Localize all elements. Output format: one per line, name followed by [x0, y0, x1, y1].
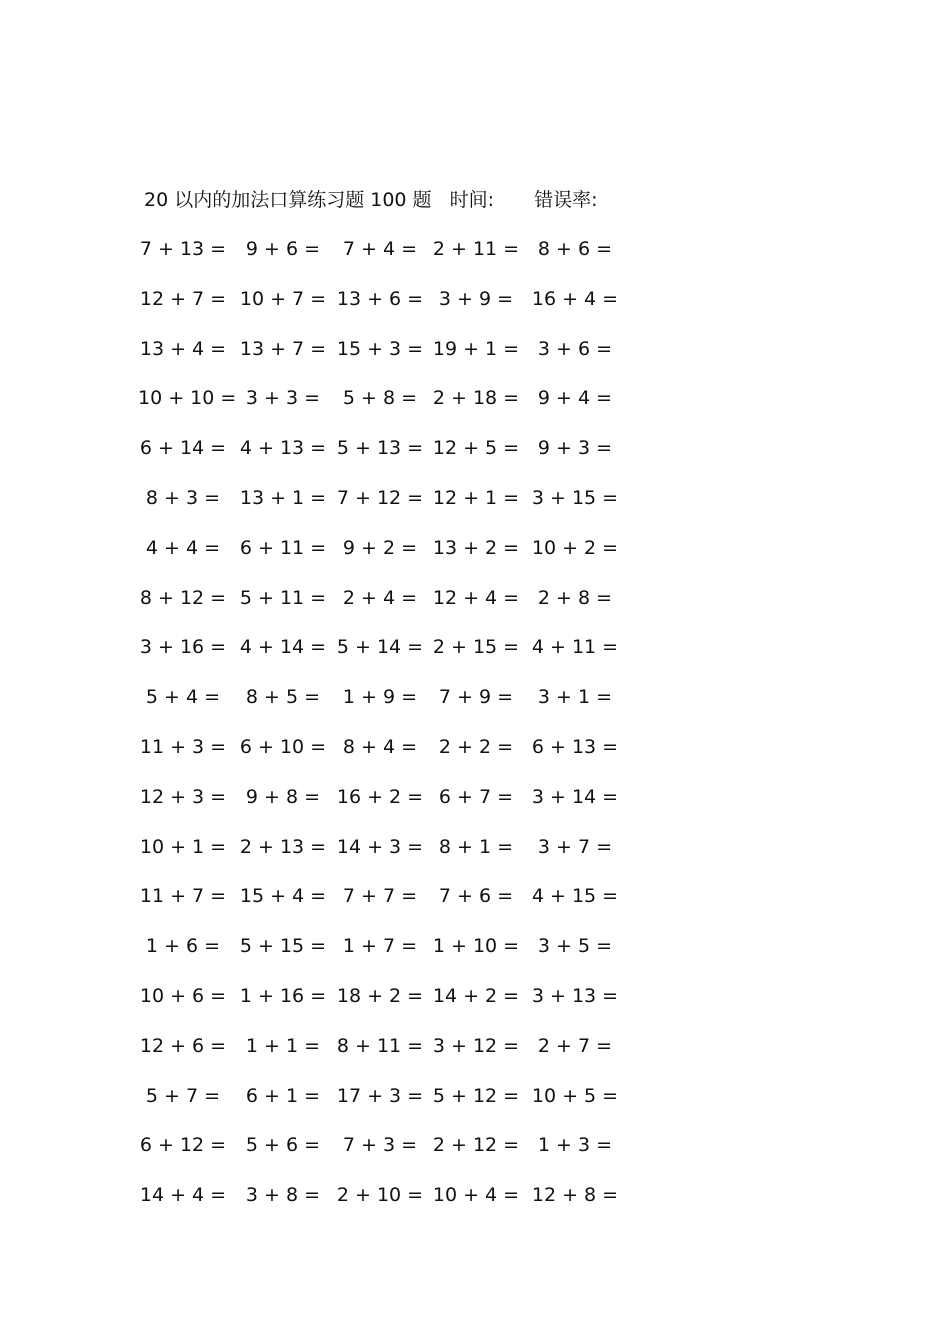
problem-item: 6 + 14 =: [139, 437, 227, 460]
problem-item: 7 + 13 =: [139, 238, 227, 260]
problem-item: 1 + 3 =: [537, 1134, 613, 1157]
problem-item: 5 + 15 =: [239, 935, 327, 958]
problem-item: 16 + 4 =: [531, 287, 619, 310]
problem-item: 3 + 16 =: [139, 636, 227, 659]
problem-item: 19 + 1 =: [432, 337, 520, 360]
problem-item: 12 + 7 =: [139, 287, 227, 310]
problem-item: 7 + 9 =: [438, 686, 514, 709]
problem-item: 15 + 3 =: [336, 337, 424, 360]
problem-item: 3 + 9 =: [438, 287, 514, 310]
problem-item: 5 + 4 =: [145, 686, 221, 709]
problem-item: 5 + 14 =: [336, 636, 424, 659]
problem-item: 3 + 8 =: [245, 1184, 321, 1207]
problem-item: 4 + 4 =: [145, 536, 221, 559]
problem-item: 3 + 15 =: [531, 487, 619, 509]
problem-item: 3 + 12 =: [432, 1034, 520, 1057]
problem-item: 13 + 1 =: [239, 487, 327, 509]
problem-item: 8 + 3 =: [145, 487, 221, 509]
problem-item: 6 + 7 =: [438, 785, 514, 808]
problem-item: 10 + 5 =: [531, 1084, 619, 1107]
problem-item: 11 + 7 =: [139, 885, 227, 908]
problem-item: 2 + 8 =: [537, 586, 613, 609]
problem-item: 11 + 3 =: [139, 736, 227, 758]
problem-item: 9 + 2 =: [342, 536, 418, 559]
problem-item: 1 + 10 =: [432, 935, 520, 958]
problem-item: 2 + 18 =: [432, 387, 520, 410]
problem-item: 3 + 5 =: [537, 935, 613, 958]
problem-item: 5 + 6 =: [245, 1134, 321, 1157]
problem-item: 5 + 13 =: [336, 437, 424, 460]
problem-item: 10 + 6 =: [139, 985, 227, 1007]
problem-item: 14 + 3 =: [336, 835, 424, 858]
problem-item: 8 + 4 =: [342, 736, 418, 758]
problem-item: 7 + 12 =: [336, 487, 424, 509]
problem-item: 5 + 7 =: [145, 1084, 221, 1107]
problem-item: 10 + 2 =: [531, 536, 619, 559]
problem-item: 10 + 1 =: [139, 835, 227, 858]
problem-item: 3 + 7 =: [537, 835, 613, 858]
problem-item: 3 + 1 =: [537, 686, 613, 709]
problem-item: 7 + 7 =: [342, 885, 418, 908]
problem-item: 10 + 4 =: [432, 1184, 520, 1207]
problem-item: 3 + 3 =: [245, 387, 321, 410]
problem-item: 4 + 11 =: [531, 636, 619, 659]
problem-item: 3 + 6 =: [537, 337, 613, 360]
problem-item: 1 + 1 =: [245, 1034, 321, 1057]
problem-item: 13 + 2 =: [432, 536, 520, 559]
problem-item: 12 + 3 =: [139, 785, 227, 808]
problem-item: 12 + 6 =: [139, 1034, 227, 1057]
problem-item: 8 + 12 =: [139, 586, 227, 609]
problem-item: 2 + 10 =: [336, 1184, 424, 1207]
problem-item: 6 + 10 =: [239, 736, 327, 758]
problem-item: 18 + 2 =: [336, 985, 424, 1007]
problem-item: 5 + 12 =: [432, 1084, 520, 1107]
problem-item: 8 + 11 =: [336, 1034, 424, 1057]
problem-item: 5 + 11 =: [239, 586, 327, 609]
problem-item: 9 + 3 =: [537, 437, 613, 460]
problem-item: 1 + 16 =: [239, 985, 327, 1007]
problem-item: 6 + 11 =: [239, 536, 327, 559]
problem-item: 7 + 4 =: [342, 238, 418, 260]
problem-item: 1 + 9 =: [342, 686, 418, 709]
problem-item: 13 + 4 =: [139, 337, 227, 360]
problem-item: 2 + 15 =: [432, 636, 520, 659]
problem-item: 12 + 1 =: [432, 487, 520, 509]
problem-item: 7 + 3 =: [342, 1134, 418, 1157]
error-rate-label: 错误率:: [534, 189, 598, 211]
problem-item: 2 + 7 =: [537, 1034, 613, 1057]
problem-item: 14 + 2 =: [432, 985, 520, 1007]
problem-item: 4 + 13 =: [239, 437, 327, 460]
problem-item: 9 + 4 =: [537, 387, 613, 410]
time-label: 时间:: [449, 189, 495, 211]
problem-item: 8 + 6 =: [537, 238, 613, 260]
problem-item: 9 + 8 =: [245, 785, 321, 808]
problem-item: 2 + 12 =: [432, 1134, 520, 1157]
problem-item: 6 + 13 =: [531, 736, 619, 758]
problem-item: 2 + 11 =: [432, 238, 520, 260]
problem-item: 3 + 14 =: [531, 785, 619, 808]
problem-item: 3 + 13 =: [531, 985, 619, 1007]
problem-item: 2 + 4 =: [342, 586, 418, 609]
problem-item: 8 + 1 =: [438, 835, 514, 858]
problem-item: 10 + 7 =: [239, 287, 327, 310]
problem-item: 1 + 7 =: [342, 935, 418, 958]
worksheet-title: 20 以内的加法口算练习题 100 题: [144, 189, 432, 211]
problem-item: 8 + 5 =: [245, 686, 321, 709]
problem-item: 12 + 8 =: [531, 1184, 619, 1207]
problem-item: 9 + 6 =: [245, 238, 321, 260]
problem-item: 4 + 15 =: [531, 885, 619, 908]
problem-item: 16 + 2 =: [336, 785, 424, 808]
problem-item: 7 + 6 =: [438, 885, 514, 908]
problem-item: 1 + 6 =: [145, 935, 221, 958]
problem-item: 5 + 8 =: [342, 387, 418, 410]
problem-item: 6 + 12 =: [139, 1134, 227, 1157]
problem-item: 14 + 4 =: [139, 1184, 227, 1207]
problem-item: 15 + 4 =: [239, 885, 327, 908]
problem-item: 2 + 2 =: [438, 736, 514, 758]
problem-item: 6 + 1 =: [245, 1084, 321, 1107]
problem-item: 12 + 5 =: [432, 437, 520, 460]
problem-item: 10 + 10 =: [138, 387, 237, 410]
problem-item: 17 + 3 =: [336, 1084, 424, 1107]
problem-item: 2 + 13 =: [239, 835, 327, 858]
problem-item: 4 + 14 =: [239, 636, 327, 659]
problem-item: 13 + 6 =: [336, 287, 424, 310]
problem-item: 13 + 7 =: [239, 337, 327, 360]
problem-item: 12 + 4 =: [432, 586, 520, 609]
